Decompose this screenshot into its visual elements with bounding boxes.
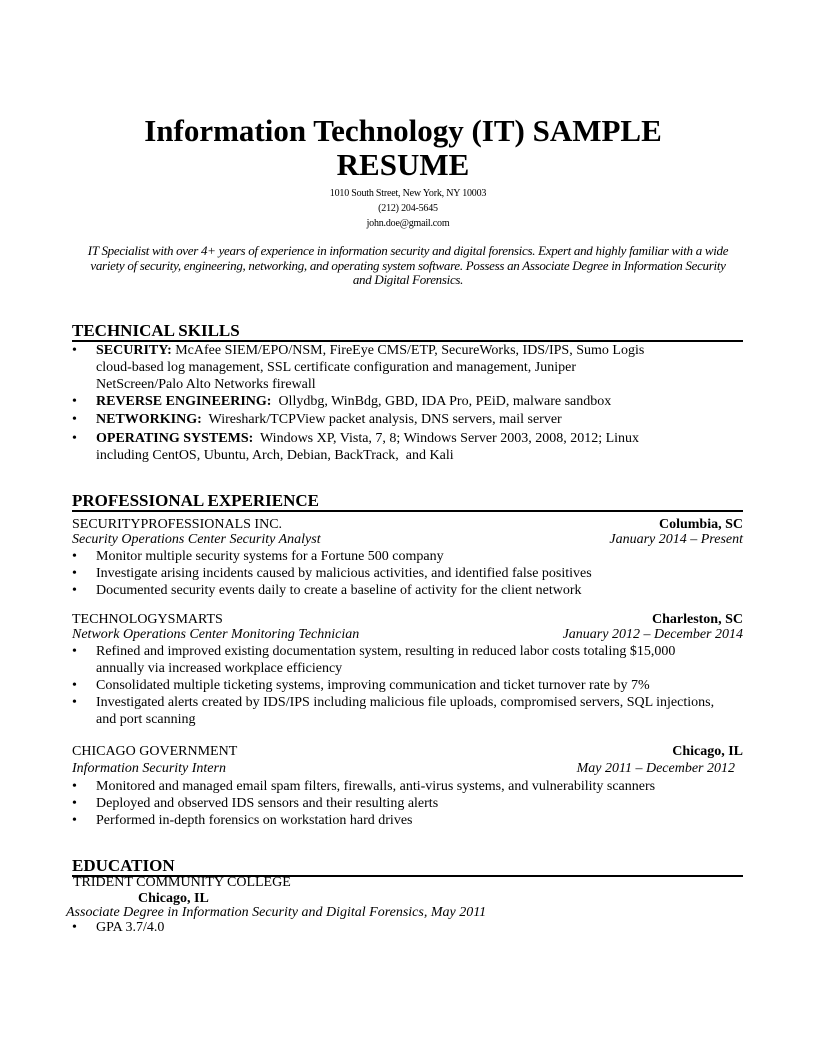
job-dates: January 2012 – December 2014 [562, 627, 743, 642]
job-bullet-text: Refined and improved existing documentation system, resulting in reduced labor costs totaling $15,000 [96, 644, 676, 659]
job-dates: January 2014 – Present [609, 532, 743, 547]
job-title: Security Operations Center Security Analyst [72, 532, 321, 547]
bullet-icon: • [72, 343, 77, 358]
bullet-icon: • [72, 678, 77, 693]
skill-text: including CentOS, Ubuntu, Arch, Debian, BackTrack, and Kali [96, 448, 454, 463]
job-bullet-text: Monitor multiple security systems for a Fortune 500 company [96, 549, 444, 564]
job-bullet-text: annually via increased workplace efficiency [96, 661, 343, 676]
job-subheader [72, 761, 743, 777]
section-heading-education [72, 857, 743, 877]
job-bullet-text: Documented security events daily to create a baseline of activity for the client network [96, 583, 582, 598]
skill-text: Wireshark/TCPView packet analysis, DNS servers, mail server [201, 412, 562, 427]
bullet-icon: • [72, 644, 77, 659]
skill-label: REVERSE ENGINEERING: [96, 394, 272, 409]
skill-text: Windows XP, Vista, 7, 8; Windows Server 2003, 2008, 2012; Linux [253, 431, 640, 446]
job-bullet-text: Monitored and managed email spam filters, firewalls, anti-virus systems, and vulnerability scanners [96, 779, 656, 794]
job-location: Chicago, IL [672, 744, 743, 759]
job-bullet-text: Investigated alerts created by IDS/IPS including malicious file uploads, compromised servers, SQL injections, [96, 695, 715, 710]
professional-summary: IT Specialist with over 4+ years of experience in information security and digital forensics. Expert and highly familiar with a wide variety of security, engineering, networking, and operating system software. Possess an Associate Degree in Information Security and Digital Forensics. [87, 243, 729, 287]
bullet-icon: • [72, 779, 77, 794]
job-bullet-text: and port scanning [96, 712, 196, 727]
bullet-icon: • [72, 695, 77, 710]
company-name: SECURITYPROFESSIONALS INC. [72, 517, 283, 532]
bullet-icon: • [72, 549, 77, 564]
degree-text: Associate Degree in Information Security and Digital Forensics, May 2011 [66, 905, 487, 920]
skill-label: NETWORKING: [96, 412, 202, 427]
job-subheader [72, 627, 743, 643]
contact-phone: (212) 204-5645 [378, 203, 438, 214]
bullet-icon: • [72, 813, 77, 828]
job-bullet-text: Deployed and observed IDS sensors and their resulting alerts [96, 796, 439, 811]
skill-text: NetScreen/Palo Alto Networks firewall [96, 377, 316, 392]
skill-text: cloud-based log management, SSL certificate configuration and management, Juniper [96, 360, 576, 375]
job-bullet-text: Performed in-depth forensics on workstation hard drives [96, 813, 413, 828]
job-title: Information Security Intern [72, 761, 226, 776]
school-name-row [73, 875, 744, 891]
school-location: Chicago, IL [138, 891, 209, 906]
job-bullet-text: Consolidated multiple ticketing systems, improving communication and ticket turnover rate by 7% [96, 678, 650, 693]
job-subheader [72, 532, 743, 548]
job-location: Charleston, SC [651, 612, 743, 627]
bullet-icon: • [72, 566, 77, 581]
job-bullet-text: Investigate arising incidents caused by malicious activities, and identified false positives [96, 566, 592, 581]
job-title: Network Operations Center Monitoring Technician [72, 627, 360, 642]
bullet-icon: • [72, 431, 77, 446]
skill-text: McAfee SIEM/EPO/NSM, FireEye CMS/ETP, SecureWorks, IDS/IPS, Sumo Logis [171, 343, 645, 358]
gpa-text: GPA 3.7/4.0 [96, 920, 165, 935]
company-name: CHICAGO GOVERNMENT [72, 744, 238, 759]
bullet-icon: • [72, 796, 77, 811]
company-name: TECHNOLOGYSMARTS [72, 612, 223, 627]
bullet-icon: • [72, 412, 77, 427]
contact-address: 1010 South Street, New York, NY 10003 [329, 188, 487, 199]
section-heading-technical-skills [72, 322, 743, 342]
skill-label: OPERATING SYSTEMS: [96, 431, 254, 446]
skill-text: Ollydbg, WinBdg, GBD, IDA Pro, PEiD, malware sandbox [271, 394, 612, 409]
section-heading-text: EDUCATION [72, 856, 175, 875]
section-heading-professional-experience [72, 492, 743, 512]
resume-title: Information Technology (IT) SAMPLE [144, 113, 662, 148]
section-heading-text: PROFESSIONAL EXPERIENCE [72, 491, 320, 510]
skill-label: SECURITY: [96, 343, 172, 358]
resume-title-line2: RESUME [336, 147, 470, 182]
section-heading-text: TECHNICAL SKILLS [72, 321, 240, 340]
bullet-icon: • [72, 394, 77, 409]
bullet-icon: • [72, 583, 77, 598]
job-dates: May 2011 – December 2012 [576, 761, 735, 776]
job-location: Columbia, SC [658, 517, 743, 532]
bullet-icon: • [72, 920, 77, 935]
job-header [72, 612, 743, 628]
school-name: TRIDENT COMMUNITY COLLEGE [73, 875, 291, 890]
job-header [72, 744, 743, 760]
contact-email: john.doe@gmail.com [366, 218, 450, 229]
job-header [72, 517, 743, 533]
